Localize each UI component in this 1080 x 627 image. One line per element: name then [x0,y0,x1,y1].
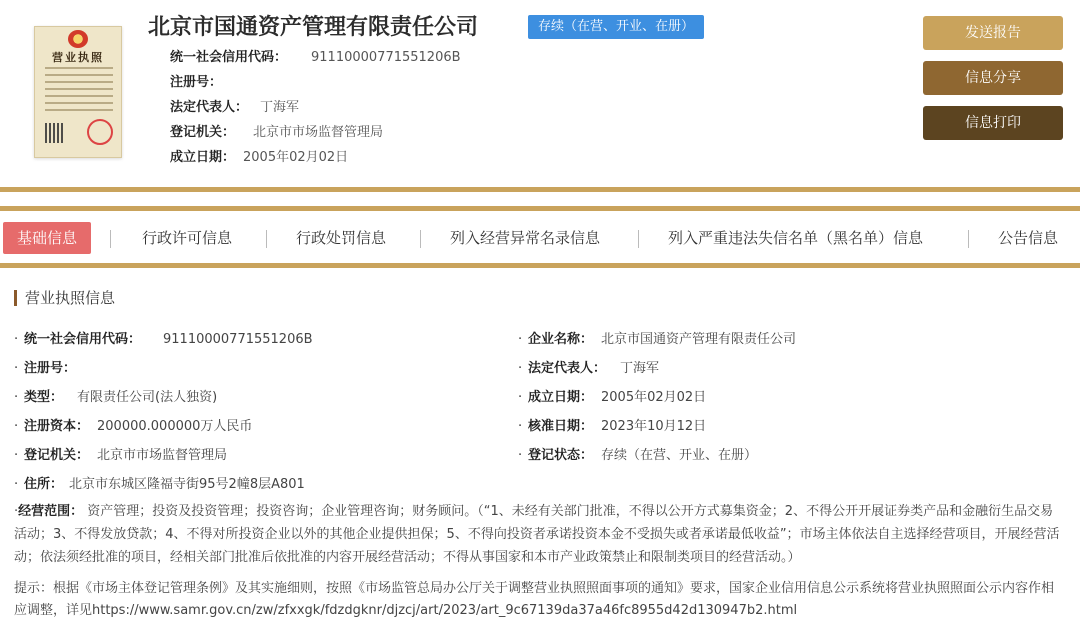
field-credit-code [14,328,313,347]
field-label: 成立日期： [528,390,594,405]
divider-tabs-top [0,206,1080,211]
tab-basic-info[interactable]: 基础信息 [3,222,91,254]
header-legal-rep-value: 丁海军 [260,100,300,115]
field-label: 统一社会信用代码： [24,332,142,347]
field-established-date [518,386,706,405]
company-name: 北京市国通资产管理有限责任公司 [148,15,479,40]
national-emblem-icon [68,30,88,48]
tab-separator [110,230,111,248]
tab-blacklist[interactable]: 列入严重违法失信名单（黑名单）信息 [668,229,924,247]
header-authority-value: 北京市市场监督管理局 [253,125,384,140]
tab-separator [420,230,421,248]
header-credit-code-value: 91110000771551206B [311,50,461,65]
field-registered-capital [14,415,252,434]
bullet-icon: · [14,448,19,463]
field-value: 存续（在营、开业、在册） [601,448,758,463]
tab-abnormal-operations[interactable]: 列入经营异常名录信息 [450,229,601,247]
field-reg-number [14,357,76,376]
business-scope-label: 经营范围： [18,504,84,519]
header-reg-number-row [170,71,230,90]
business-license-thumbnail[interactable] [34,26,122,158]
field-label: 类型： [24,390,64,405]
section-title: 营业执照信息 [14,290,115,306]
bullet-icon: · [14,477,19,492]
business-scope [14,500,1066,569]
tab-announcements[interactable]: 公告信息 [998,229,1059,247]
status-badge: 存续（在营、开业、在册） [528,15,704,39]
tab-separator [266,230,267,248]
header-authority-label: 登记机关： [170,125,236,140]
header-established-label: 成立日期： [170,150,236,165]
company-header [0,0,1080,185]
field-legal-representative [518,357,659,376]
field-company-type [14,386,217,405]
field-label: 注册资本： [24,419,90,434]
field-value: 2005年02月02日 [601,390,707,405]
header-reg-number-label: 注册号： [170,75,223,90]
adjustment-notice: 提示：根据《市场主体登记管理条例》及其实施细则，按照《市场监管总局办公厅关于调整营业执照照面事项的通知》要求，国家企业信用信息公示系统将营业执照照面公示内容作相应调整，详见https://www.samr.gov.cn/zw/zfxxgk/fdzdgknr/djzcj/art/2023/art_9c67139da37a46fc8955d42d130947b2.html [14,581,1055,618]
business-scope-value: 资产管理；投资及投资管理；投资咨询；企业管理咨询；财务顾问。（“1、未经有关部门批准，不得以公开方式募集资金；2、不得公开开展证券类产品和金融衍生品交易活动；3、不得发放贷款；4、不得对所投资企业以外的其他企业提供担保；5、不得向投资者承诺投资本金不受损失或者承诺最低收益”；市场主体依法自主选择经营项目，开展经营活动；依法须经批准的项目，经相关部门批准后依批准的内容开展经营活动；不得从事国家和本市产业政策禁止和限制类项目的经营活动。） [14,504,1060,565]
field-label: 企业名称： [528,332,594,347]
tab-administrative-license[interactable]: 行政许可信息 [142,229,233,247]
field-value: 北京市东城区隆福寺街95号2幢8层A801 [69,477,305,492]
bullet-icon: · [518,448,523,463]
divider-tabs-bottom [0,263,1080,268]
official-seal-icon [87,119,113,145]
field-label: 法定代表人： [528,361,607,376]
field-label: 登记机关： [24,448,90,463]
header-credit-code-row [170,46,461,65]
bullet-icon: · [518,361,523,376]
send-report-button[interactable]: 发送报告 [923,16,1063,50]
share-info-button[interactable]: 信息分享 [923,61,1063,95]
bullet-icon: · [518,332,523,347]
field-value: 2023年10月12日 [601,419,707,434]
bullet-icon: · [518,390,523,405]
bullet-icon: · [14,361,19,376]
tab-separator [968,230,969,248]
header-credit-code-label: 统一社会信用代码： [170,50,288,65]
bullet-icon: · [14,390,19,405]
license-thumbnail-title: 营业执照 [52,51,104,64]
bullet-icon: · [14,419,19,434]
field-value: 91110000771551206B [163,332,313,347]
field-value: 北京市国通资产管理有限责任公司 [601,332,797,347]
field-value: 有限责任公司(法人独资) [77,390,218,405]
field-label: 登记状态： [528,448,594,463]
field-registration-authority [14,444,227,463]
field-label: 住所： [24,477,64,492]
bullet-icon: · [518,419,523,434]
tab-separator [638,230,639,248]
bullet-icon: · [14,504,19,519]
bullet-icon: · [14,332,19,347]
field-company-name [518,328,796,347]
license-text-lines [45,67,113,116]
field-registration-status [518,444,757,463]
field-address [14,473,305,492]
tab-administrative-penalty[interactable]: 行政处罚信息 [296,229,387,247]
info-tabs [0,222,1080,256]
field-value: 200000.000000万人民币 [97,419,253,434]
print-info-button[interactable]: 信息打印 [923,106,1063,140]
header-authority-row [170,121,383,140]
field-label: 注册号： [24,361,77,376]
header-legal-rep-label: 法定代表人： [170,100,249,115]
field-value: 丁海军 [620,361,660,376]
field-label: 核准日期： [528,419,594,434]
header-established-row [170,146,348,165]
divider-top [0,187,1080,192]
field-approval-date [518,415,706,434]
header-legal-rep-row [170,96,299,115]
qr-code-icon [45,123,65,143]
field-value: 北京市市场监督管理局 [97,448,228,463]
header-established-value: 2005年02月02日 [243,150,349,165]
